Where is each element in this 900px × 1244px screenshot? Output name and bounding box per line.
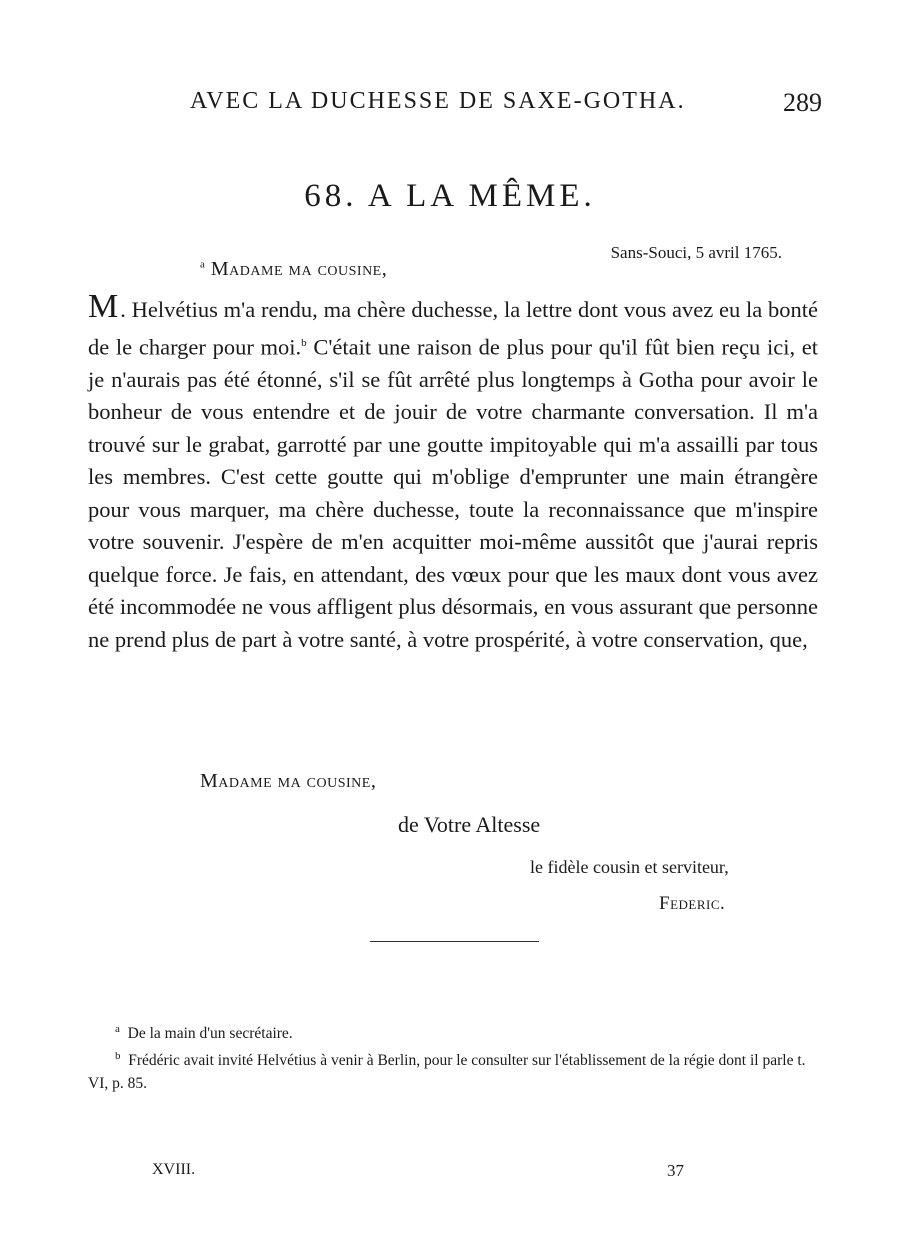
footnote-marker: b <box>301 336 307 349</box>
separator-rule <box>370 941 539 942</box>
initial-letter: M <box>88 288 119 325</box>
footnote-text: Frédéric avait invité Helvétius à venir à Berlin, pour le consulter sur l'établissement de la régie dont il parle t. VI, p. 85. <box>88 1052 806 1093</box>
footnote-marker: a <box>200 258 206 271</box>
page-number: 289 <box>783 88 822 117</box>
signature-line-1: de Votre Altesse <box>398 812 541 837</box>
footnote-text: De la main d'un secrétaire. <box>127 1025 293 1043</box>
letter-body-text-start: . Helvétius m'a rendu, ma chère duchesse, la lettre dont vous avez eu la bonté de le charger pour moi. <box>88 297 818 359</box>
signature-line-2: le fidèle cousin et serviteur, <box>530 857 729 877</box>
letter-body <box>88 288 818 656</box>
dateline: Sans-Souci, 5 avril 1765. <box>610 243 782 262</box>
salutation <box>200 258 387 281</box>
footnote-b <box>88 1045 818 1095</box>
signature-mark: XVIII. <box>152 1161 196 1178</box>
footnote-marker: a <box>115 1023 120 1035</box>
letter-title: 68. A LA MÊME. <box>304 178 596 214</box>
sheet-number: 37 <box>667 1161 684 1180</box>
letter-body-text-rest: C'était une raison de plus pour qu'il fût bien reçu ici, et je n'aurais pas été étonné, s'il se fût arrêté plus longtemps à Gotha pour avoir le bonheur de vous entendre et de jouir de votre charmante conversation. Il m'a trouvé sur le grabat, garrotté par une goutte impitoyable qui m'a assailli par tous les membres. C'est cette goutte qui m'oblige d'emprunter une main étrangère pour vous marquer, ma chère duchesse, toute la reconnaissance que m'inspire votre souvenir. J'espère de m'en acquitter moi-même aussitôt que j'aurai repris quelque force. Je fais, en attendant, des vœux pour que les maux dont vous avez été incommodée ne vous affligent plus désormais, en vous assurant que personne ne prend plus de part à votre santé, à votre prospérité, à votre conservation, que, <box>88 334 818 652</box>
running-head <box>190 88 830 124</box>
running-title: AVEC LA DUCHESSE DE SAXE-GOTHA. <box>190 88 686 114</box>
footnote-marker: b <box>115 1050 121 1063</box>
footnote-a <box>88 1018 818 1045</box>
closing-salutation: Madame ma cousine, <box>200 770 377 792</box>
footnotes <box>88 1018 818 1095</box>
salutation-text: Madame ma cousine, <box>210 258 388 280</box>
signature-name: Federic. <box>659 893 726 914</box>
